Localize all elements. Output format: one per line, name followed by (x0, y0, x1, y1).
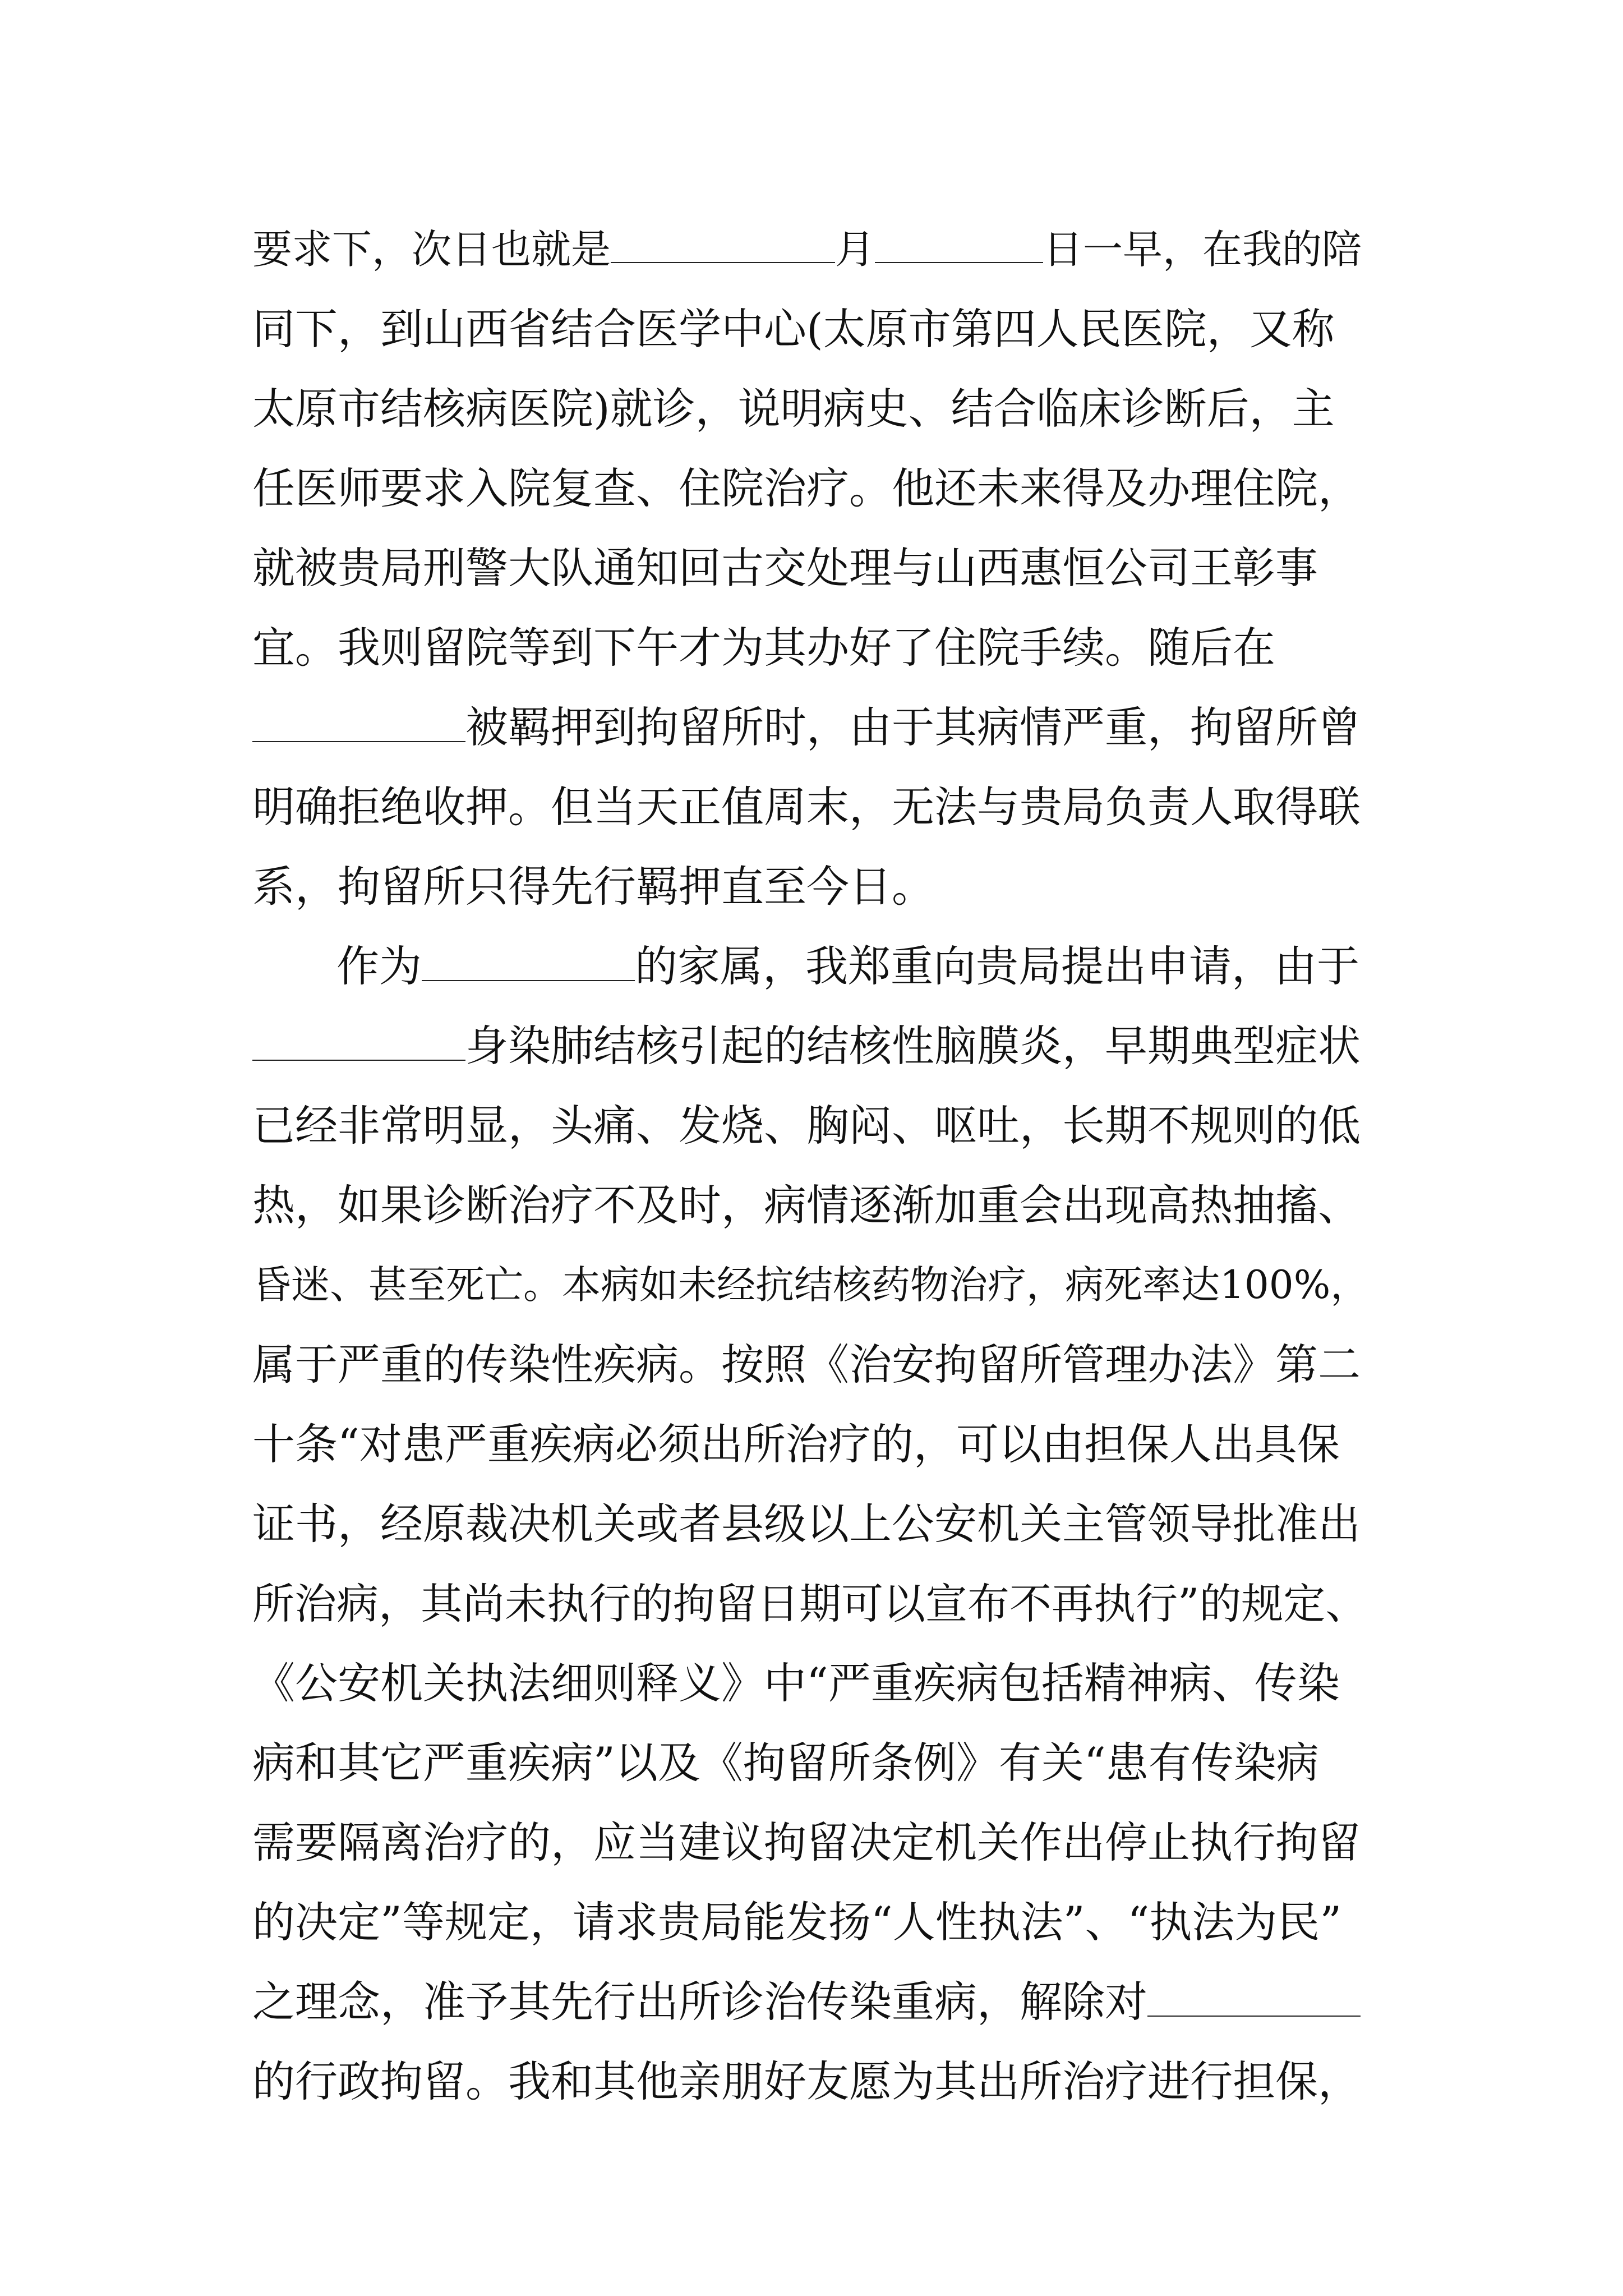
text-line (252, 461, 1361, 517)
text-segment: 同下，到山西省结合医学中心(太原市第四人民医院，又称 (252, 304, 1335, 354)
fill-in-blank (875, 226, 1043, 263)
text-segment: 的家属，我郑重向贵局提出申请，由于 (635, 941, 1359, 991)
text-line (252, 1655, 1340, 1711)
text-segment: 宜。我则留院等到下午才为其办好了住院手续。随后在 (252, 623, 1275, 673)
text-line (252, 1576, 1367, 1632)
text-segment: 要求下，次日也就是 (252, 226, 611, 273)
text-segment: 作为 (336, 941, 422, 991)
text-segment: 身染肺结核引起的结核性脑膜炎，早期典型症状 (465, 1021, 1361, 1071)
fill-in-blank (252, 705, 465, 742)
text-line (252, 620, 1275, 676)
text-line (252, 1974, 1361, 2030)
text-line (252, 1894, 1341, 1950)
fill-in-blank (611, 226, 835, 263)
text-segment: 月 (835, 226, 875, 273)
text-line (252, 779, 1361, 835)
text-segment: 日一早，在我的陪 (1043, 226, 1362, 273)
text-segment: 病和其它严重疾病”以及《拘留所条例》有关“患有传染病 (252, 1738, 1319, 1788)
fill-in-blank (422, 944, 635, 981)
text-segment: 太原市结核病医院)就诊，说明病史、结合临床诊断后，主 (252, 384, 1335, 434)
text-segment: 《公安机关执法细则释义》中“严重疾病包括精神病、传染 (252, 1658, 1340, 1708)
text-line (252, 700, 1361, 756)
text-line (252, 540, 1318, 596)
text-segment: 需要隔离治疗的，应当建议拘留决定机关作出停止执行拘留 (252, 1818, 1361, 1867)
text-line (252, 2054, 1361, 2110)
text-segment: 的决定”等规定，请求贵局能发扬“人性执法”、“执法为民” (252, 1897, 1342, 1947)
text-segment: 昏迷、甚至死亡。本病如未经抗结核药物治疗，病死率达100%， (252, 1263, 1370, 1308)
text-line (252, 1098, 1361, 1154)
text-segment: 属于严重的传染性疾病。按照《治安拘留所管理办法》第二 (252, 1340, 1361, 1389)
text-line (252, 1177, 1361, 1234)
text-line (252, 1735, 1319, 1791)
text-line (252, 1337, 1361, 1393)
text-line (252, 381, 1335, 437)
text-segment: 就被贵局刑警大队通知回古交处理与山西惠恒公司王彰事 (252, 543, 1318, 593)
text-segment: 十条“对患严重疾病必须出所治疗的，可以由担保人出具保 (252, 1419, 1340, 1469)
text-line (252, 1257, 1369, 1313)
text-segment: 的行政拘留。我和其他亲朋好友愿为其出所治疗进行担保， (252, 2056, 1361, 2106)
text-line (252, 1416, 1340, 1473)
text-segment: 任医师要求入院复查、住院治疗。他还未来得及办理住院， (252, 463, 1361, 513)
text-segment: 已经非常明显，头痛、发烧、胸闷、呕吐，长期不规则的低 (252, 1101, 1361, 1151)
text-segment: 热，如果诊断治疗不及时，病情逐渐加重会出现高热抽搐、 (252, 1180, 1361, 1230)
fill-in-blank (1147, 1980, 1361, 2017)
text-segment: 明确拒绝收押。但当天正值周末，无法与贵局负责人取得联 (252, 782, 1361, 832)
text-segment: 被羁押到拘留所时，由于其病情严重，拘留所曾 (465, 702, 1361, 752)
text-line (252, 1815, 1361, 1871)
text-segment: 系，拘留所只得先行羁押直至今日。 (252, 862, 934, 912)
text-line (252, 222, 1362, 278)
text-line (252, 301, 1335, 357)
text-line (252, 859, 934, 915)
text-line (252, 1018, 1361, 1074)
paragraph-start-line (336, 938, 1359, 995)
text-line (252, 1496, 1361, 1552)
fill-in-blank (252, 1024, 465, 1061)
text-segment: 所治病，其尚未执行的拘留日期可以宣布不再执行”的规定、 (252, 1579, 1368, 1628)
text-segment: 证书，经原裁决机关或者县级以上公安机关主管领导批准出 (252, 1499, 1361, 1549)
text-segment: 之理念，准予其先行出所诊治传染重病，解除对 (252, 1977, 1147, 2027)
